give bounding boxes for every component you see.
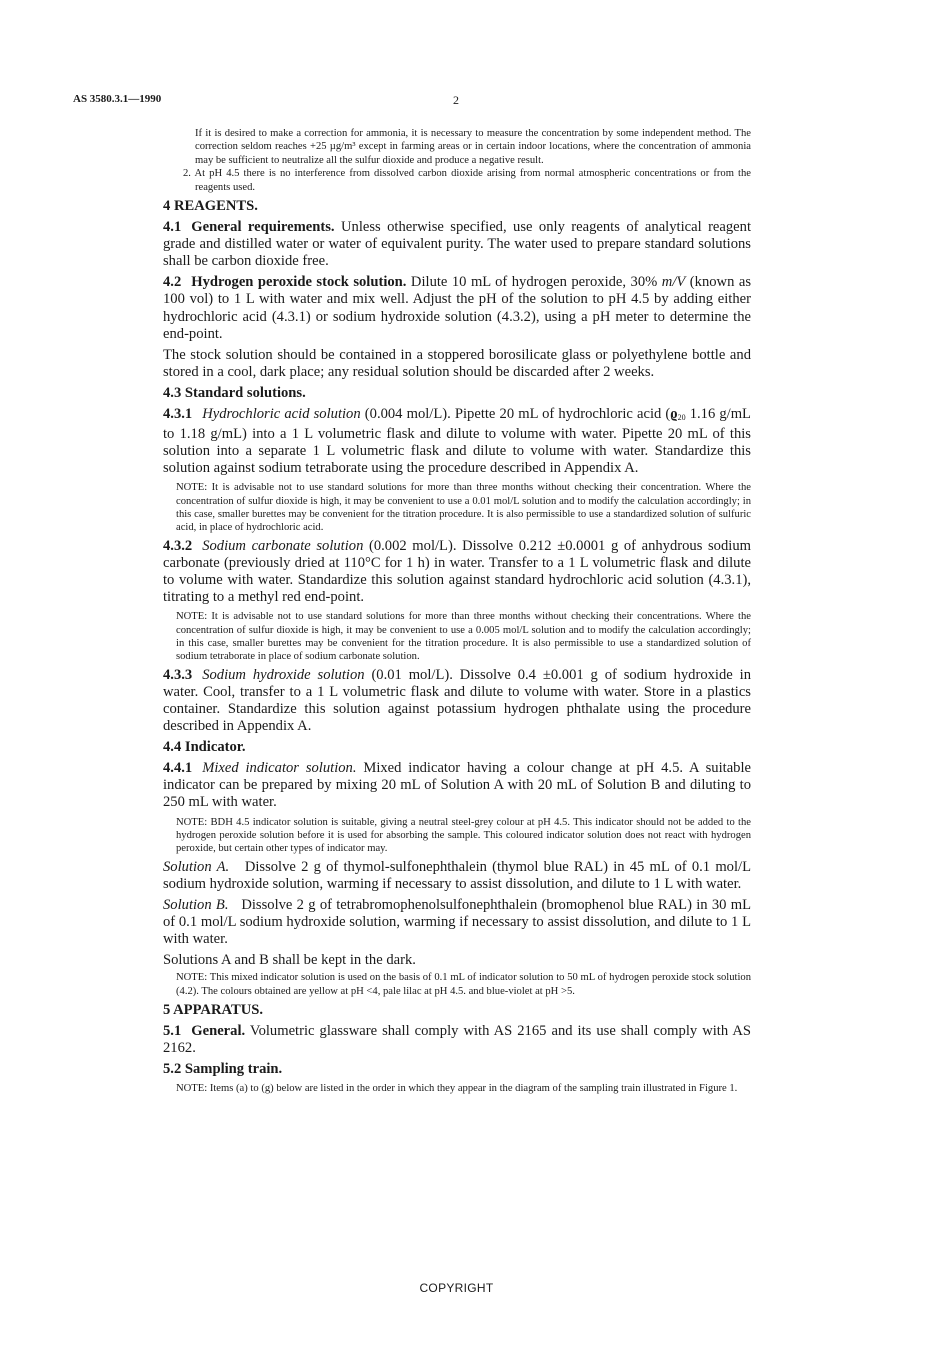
solution-b-label: Solution B. <box>163 896 229 913</box>
document-body <box>163 127 751 1096</box>
solution-b-text: Dissolve 2 g of tetrabromophenolsulfonephthalein (bromophenol blue RAL) in 30 mL of 0.1 mol/L sodium hydroxide solution, warming if necessary to assist dissolution, and dilute to 1 L with water. <box>163 896 751 948</box>
section-4-2-number: 4.2 <box>163 274 182 291</box>
section-4-3-1-title: Hydrochloric acid solution <box>202 405 361 422</box>
page-number: 2 <box>453 93 459 107</box>
section-4-2-text-b: (known as 100 vol) to 1 L with water and mix well. Adjust the pH of the solution to pH 4.5 by adding either hydrochloric acid (4.3.1) or sodium hydroxide solution (4.3.2), using a pH meter to determine the end-point. <box>163 274 751 342</box>
section-4-4-1 <box>163 760 751 811</box>
section-4-1-title: General requirements. <box>191 219 335 236</box>
section-4-4-1-number: 4.4.1 <box>163 760 193 777</box>
section-4-2-mv: m/V <box>661 274 686 291</box>
section-4-1 <box>163 219 751 270</box>
section-4-2 <box>163 274 751 342</box>
note-5-2: NOTE: Items (a) to (g) below are listed in the order in which they appear in the diagram of the sampling train illustrated in Figure 1. <box>176 1083 738 1095</box>
section-5-1 <box>163 1023 751 1057</box>
section-4-3-3-number: 4.3.3 <box>163 666 193 683</box>
note-mixed-indicator: NOTE: This mixed indicator solution is used on the basis of 0.1 mL of indicator solution to 50 mL of hydrogen peroxide stock solution (4.2). The colours obtained are yellow at pH <4, pale lilac at pH 4.5. and blue-violet at pH >5. <box>176 972 751 997</box>
section-4-3-2-number: 4.3.2 <box>163 537 193 554</box>
section-4-3-3 <box>163 667 751 735</box>
section-5-heading: 5 APPARATUS. <box>163 1002 263 1019</box>
section-4-3-heading: 4.3 Standard solutions. <box>163 384 306 401</box>
solution-b-paragraph <box>163 897 751 948</box>
section-4-3-2 <box>163 538 751 606</box>
solution-a-label: Solution A. <box>163 858 230 875</box>
solution-a-text: Dissolve 2 g of thymol-sulfonephthalein (thymol blue RAL) in 45 mL of 0.1 mol/L sodium hydroxide solution, warming if necessary to assist dissolution, and dilute to 1 L with water. <box>163 858 751 892</box>
section-4-3-1-text-b: 1.16 g/mL to 1.18 g/mL) into a 1 L volumetric flask and dilute to volume with water. Pipette 20 mL of this solution into a separate 1 L volumetric flask and dilute to volume with water. Standardize this solution against sodium tetraborate using the procedure described in Appendix A. <box>163 405 751 477</box>
note-ammonia-correction: If it is desired to make a correction for ammonia, it is necessary to measure the concentration by some independent method. The correction seldom reaches +25 µg/m³ except in farming areas or in certain indoor locations, where the concentration of ammonia may be sufficient to neutralize all the sulfur dioxide and produce a negative result. <box>195 128 751 166</box>
copyright-footer: COPYRIGHT <box>419 1281 494 1295</box>
note-4-4-1: NOTE: BDH 4.5 indicator solution is suitable, giving a neutral steel-grey colour at pH 4.5. This indicator should not be added to the hydrogen peroxide solution before it is used for absorbing the sample. This coloured indicator solution does not react with hydrogen peroxide, but certain other types of indicator may. <box>176 816 751 855</box>
section-4-3-2-title: Sodium carbonate solution <box>202 537 364 554</box>
solution-a-paragraph <box>163 859 751 893</box>
section-4-1-number: 4.1 <box>163 219 182 236</box>
standard-number-header: AS 3580.3.1—1990 <box>73 93 162 105</box>
note-4-3-1: NOTE: It is advisable not to use standard solutions for more than three months without checking their concentration. Where the concentration of sulfur dioxide is high, it may be convenient to use a 0.01 mol/L solution and to modify the calculation accordingly; in this case, smaller burettes may be convenient for the titration procedure. It is also permissible to use a standardized solution of sulfuric acid, in place of hydrochloric acid. <box>176 482 751 534</box>
note-2-number: 2. <box>183 168 191 180</box>
section-4-4-heading: 4.4 Indicator. <box>163 739 246 756</box>
section-4-1-text: Unless otherwise specified, use only reagents of analytical reagent grade and distilled water or water of equivalent purity. The water used to prepare standard solutions shall be carbon dioxide free. <box>163 219 752 270</box>
section-4-3-1-number: 4.3.1 <box>163 405 193 422</box>
section-4-3-1 <box>163 406 751 477</box>
section-4-4-1-title: Mixed indicator solution. <box>202 760 357 777</box>
section-5-2-heading: 5.2 Sampling train. <box>163 1061 283 1078</box>
section-5-1-title: General. <box>191 1023 246 1040</box>
section-4-4-1-text: Mixed indicator having a colour change at pH 4.5. A suitable indicator can be prepared by mixing 20 mL of Solution A with 20 mL of Solution B and diluting to 250 mL with water. <box>163 760 751 811</box>
note-2-text: At pH 4.5 there is no interference from dissolved carbon dioxide arising from normal atmospheric concentrations or from the reagents used. <box>194 168 751 193</box>
density-subscript: 20 <box>677 412 686 422</box>
density-symbol: ϱ <box>670 405 678 422</box>
section-4-2-storage-paragraph: The stock solution should be contained in a stoppered borosilicate glass or polyethylene bottle and stored in a cool, dark place; any residual solution should be discarded after 2 weeks. <box>163 346 751 380</box>
section-5-1-number: 5.1 <box>163 1023 182 1040</box>
note-2 <box>163 167 751 194</box>
section-4-heading: 4 REAGENTS. <box>163 198 258 215</box>
section-4-3-1-text-a: (0.004 mol/L). Pipette 20 mL of hydrochloric acid ( <box>364 405 671 422</box>
section-4-3-2-text: (0.002 mol/L). Dissolve 0.212 ±0.0001 g of anhydrous sodium carbonate (previously dried at 110°C for 1 h) in water. Transfer to a 1 L volumetric flask and dilute to volume with water. Standardize this solution against standard hydrochloric acid solution (4.3.1), titrating to a methyl red end-point. <box>163 537 751 606</box>
section-5-1-text: Volumetric glassware shall comply with AS 2165 and its use shall comply with AS 2162. <box>163 1023 751 1057</box>
section-4-3-3-title: Sodium hydroxide solution <box>202 666 365 683</box>
note-4-3-2: NOTE: It is advisable not to use standard solutions for more than three months without checking their concentrations. Where the concentration of sulfur dioxide is high, it may be convenient to use a 0.005 mol/L solution and to modify the calculation accordingly; in this case, smaller burettes may be convenient for the titration procedure. It is also permissible to use a standardized solution of sodium tetraborate in place of sodium carbonate solution. <box>176 611 751 663</box>
solutions-storage-paragraph: Solutions A and B shall be kept in the dark. <box>163 952 416 969</box>
section-4-2-title: Hydrogen peroxide stock solution. <box>191 274 407 291</box>
section-4-3-3-text: (0.01 mol/L). Dissolve 0.4 ±0.001 g of sodium hydroxide in water. Cool, transfer to a 1 L volumetric flask and dilute to volume with water. Store in a plastics container. Standardize this solution against potassium hydrogen phthalate using the procedure described in Appendix A. <box>163 666 751 735</box>
section-4-2-text-a: Dilute 10 mL of hydrogen peroxide, 30% <box>410 274 658 291</box>
